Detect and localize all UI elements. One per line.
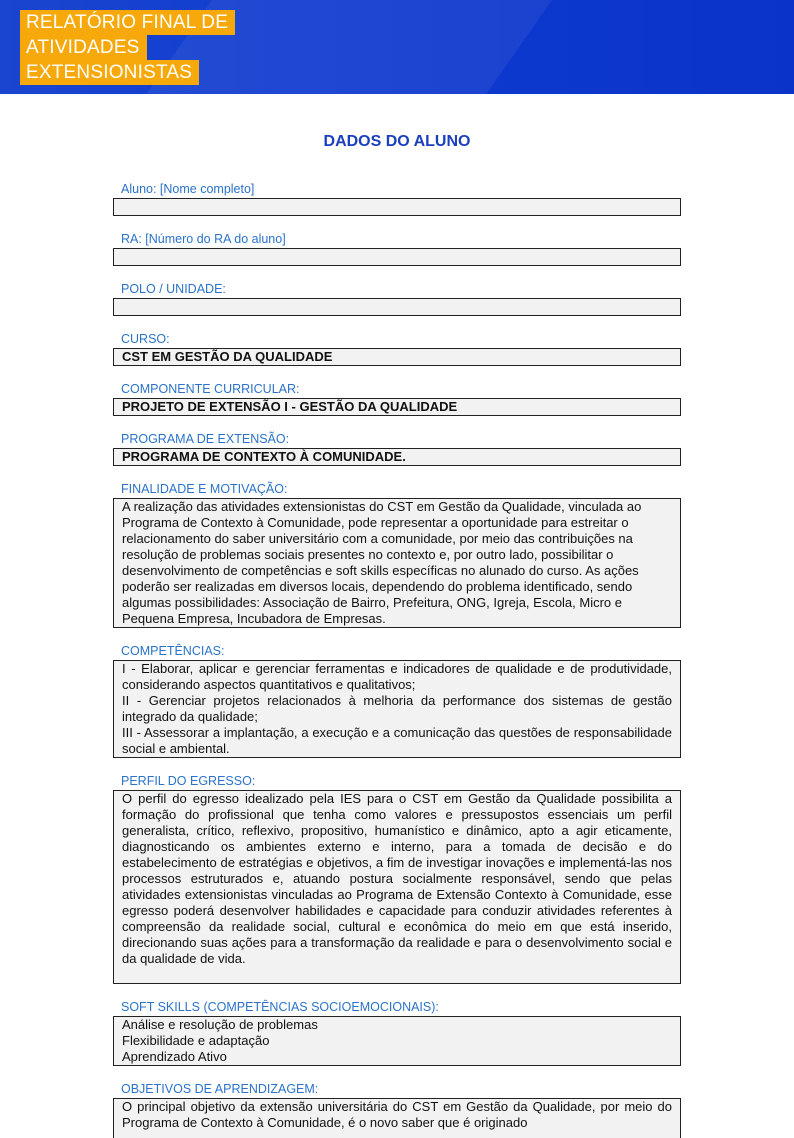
field-curso — [113, 332, 681, 366]
curso-value: CST EM GESTÃO DA QUALIDADE — [113, 348, 681, 366]
field-label: CURSO: — [121, 332, 170, 346]
field-label: SOFT SKILLS (COMPETÊNCIAS SOCIOEMOCIONAIS): — [121, 1000, 439, 1014]
field-componente-curricular — [113, 382, 681, 416]
list-item: Aprendizado Ativo — [122, 1049, 227, 1064]
aluno-input[interactable] — [113, 198, 681, 216]
list-item: III - Assessorar a implantação, a execução e a comunicação das questões de responsabilidade social e ambiental. — [122, 725, 672, 756]
objetivos-text — [113, 1098, 681, 1138]
document-title — [20, 10, 235, 85]
field-competencias — [113, 644, 681, 758]
page-title: DADOS DO ALUNO — [323, 133, 471, 150]
field-perfil-egresso — [113, 774, 681, 984]
finalidade-text — [113, 498, 681, 628]
document-header — [0, 0, 794, 94]
field-finalidade — [113, 482, 681, 628]
field-programa-extensao — [113, 432, 681, 466]
title-line-1: RELATÓRIO FINAL DE — [20, 10, 235, 35]
title-line-2: ATIVIDADES — [20, 35, 147, 60]
programa-value: PROGRAMA DE CONTEXTO À COMUNIDADE. — [113, 448, 681, 466]
list-item: Flexibilidade e adaptação — [122, 1033, 270, 1048]
soft-skills-list — [113, 1016, 681, 1066]
ra-input[interactable] — [113, 248, 681, 266]
competencias-text — [113, 660, 681, 758]
componente-value: PROJETO DE EXTENSÃO I - GESTÃO DA QUALIDADE — [113, 398, 681, 416]
field-label: PROGRAMA DE EXTENSÃO: — [121, 432, 290, 446]
field-soft-skills — [113, 1000, 681, 1066]
paragraph: A realização das atividades extensionistas do CST em Gestão da Qualidade, vinculada ao Programa de Contexto à Comunidade, pode representar a oportunidade para estreitar o relacionamento do saber universitário com a comunidade, por meio das contribuições na resolução de problemas sociais presentes no contexto e, por outro lado, possibilitar o desenvolvimento de competências e soft skills específicas no alunado do curso. As ações poderão ser realizadas em diversos locais, dependendo do problema identificado, sendo algumas possibilidades: Associação de Bairro, Prefeitura, ONG, Igreja, Escola, Micro e Pequena Empresa, Incubadora de Empresas. — [122, 499, 642, 626]
field-label: OBJETIVOS DE APRENDIZAGEM: — [121, 1082, 319, 1096]
field-label: FINALIDADE E MOTIVAÇÃO: — [121, 482, 288, 496]
field-ra — [113, 232, 681, 266]
field-label: POLO / UNIDADE: — [121, 282, 226, 296]
field-label: RA: [Número do RA do aluno] — [121, 232, 286, 246]
field-objetivos — [113, 1082, 681, 1138]
field-label: Aluno: [Nome completo] — [121, 182, 255, 196]
list-item: Análise e resolução de problemas — [122, 1017, 318, 1032]
title-line-3: EXTENSIONISTAS — [20, 60, 199, 85]
paragraph: O principal objetivo da extensão universitária do CST em Gestão da Qualidade, por meio do Programa de Contexto à Comunidade, é o novo saber que é originado — [122, 1099, 672, 1130]
field-label: PERFIL DO EGRESSO: — [121, 774, 256, 788]
polo-input[interactable] — [113, 298, 681, 316]
perfil-text — [113, 790, 681, 984]
field-polo — [113, 282, 681, 316]
list-item: I - Elaborar, aplicar e gerenciar ferramentas e indicadores de qualidade e de produtividade, considerando aspectos quantitativos e qualitativos; — [122, 661, 672, 692]
field-label: COMPETÊNCIAS: — [121, 644, 225, 658]
field-label: COMPONENTE CURRICULAR: — [121, 382, 300, 396]
paragraph: O perfil do egresso idealizado pela IES para o CST em Gestão da Qualidade possibilita a formação do profissional que tenha como valores e pressupostos essenciais um perfil generalista, crítico, reflexivo, propositivo, humanístico e dinâmico, apto a agir eticamente, diagnosticando os ambientes externo e interno, para a tomada de decisão e do estabelecimento de estratégias e objetivos, a fim de investigar inovações e implementá-las nos processos estruturados e, atuando postura socialmente responsável, sendo que pelas atividades extensionistas vinculadas ao Programa de Extensão Contexto à Comunidade, esse egresso poderá desenvolver habilidades e capacidade para conduzir atividades referentes à compreensão da realidade social, cultural e econômica do meio em que está inserido, direcionando suas ações para a transformação da realidade e para o desenvolvimento social e da qualidade de vida. — [122, 791, 672, 966]
field-aluno — [113, 182, 681, 216]
list-item: II - Gerenciar projetos relacionados à melhoria da performance dos sistemas de gestão integrado da qualidade; — [122, 693, 672, 724]
